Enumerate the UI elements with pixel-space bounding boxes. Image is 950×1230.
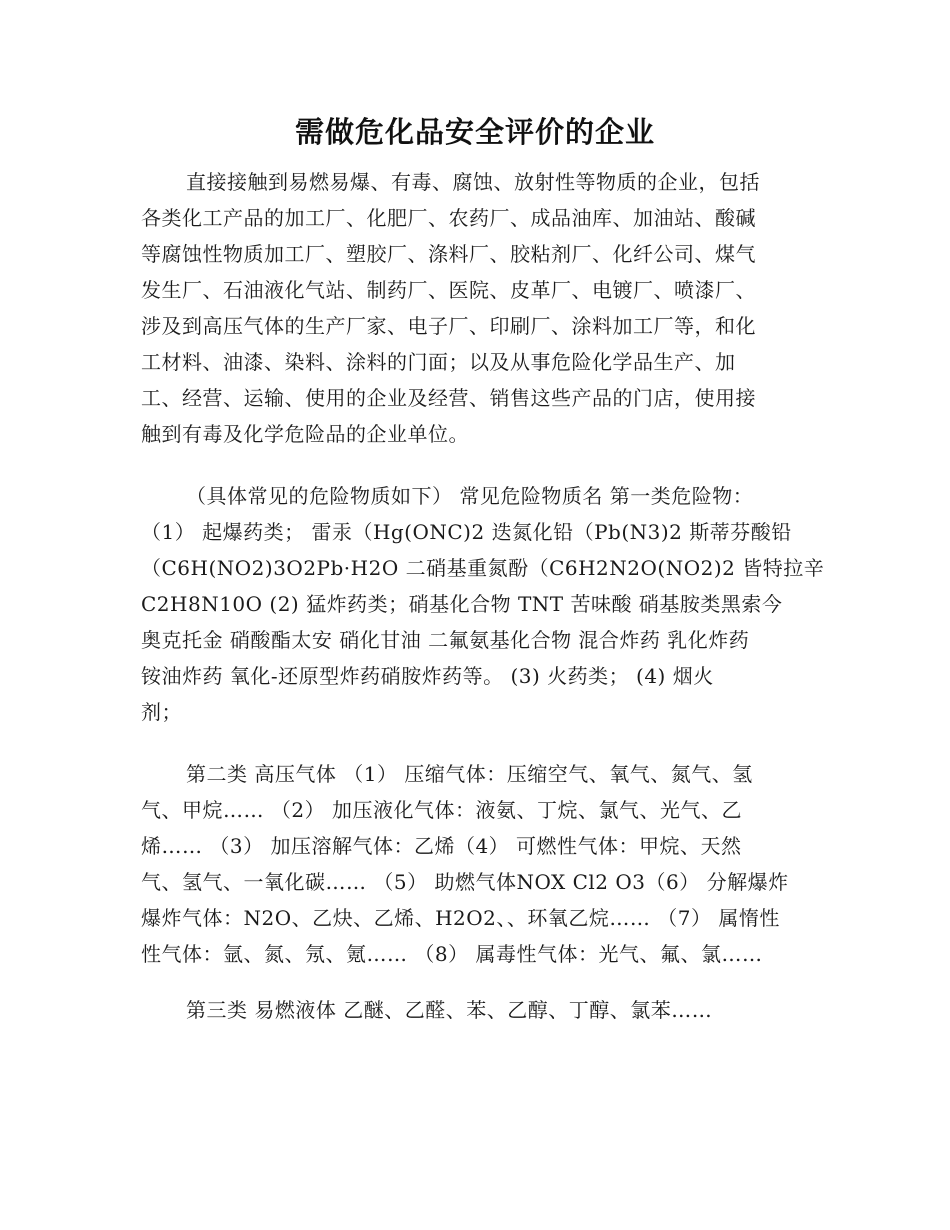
paragraph-1-line-2: 各类化工产品的加工厂、化肥厂、农药厂、成品油库、加油站、酸碱	[141, 206, 756, 230]
paragraph-2-line-5: 奥克托金 硝酸酯太安 硝化甘油 二氟氨基化合物 混合炸药 乳化炸药	[141, 628, 750, 652]
paragraph-2-line-6: 铵油炸药 氧化-还原型炸药硝胺炸药等。 (3) 火药类； (4) 烟火	[141, 664, 714, 688]
paragraph-2-line-2: （1） 起爆药类； 雷汞（Hg(ONC)2 迭氮化铅（Pb(N3)2 斯蒂芬酸铅	[141, 520, 792, 544]
paragraph-1-line-3: 等腐蚀性物质加工厂、塑胶厂、涤料厂、胶粘剂厂、化纤公司、煤气	[141, 242, 756, 266]
paragraph-1-line-1: 直接接触到易燃易爆、有毒、腐蚀、放射性等物质的企业，包括	[186, 170, 760, 194]
paragraph-3-line-5: 爆炸气体：N2O、乙炔、乙烯、H2O2、、环氧乙烷…… （7） 属惰性	[141, 906, 780, 930]
paragraph-3-line-4: 气、氢气、一氧化碳…… （5） 助燃气体NOX Cl2 O3（6） 分解爆炸	[141, 870, 789, 894]
paragraph-2-line-4: C2H8N10O (2) 猛炸药类；硝基化合物 TNT 苦味酸 硝基胺类黑索今	[141, 592, 783, 616]
paragraph-1-line-5: 涉及到高压气体的生产厂家、电子厂、印刷厂、涂料加工厂等，和化	[141, 314, 756, 338]
paragraph-4-line-1: 第三类 易燃液体 乙醚、乙醛、苯、乙醇、丁醇、氯苯……	[186, 998, 713, 1022]
paragraph-3-line-6: 性气体：氩、氮、氖、氪…… （8） 属毒性气体：光气、氟、氯……	[141, 942, 763, 966]
paragraph-3-line-1: 第二类 高压气体 （1） 压缩气体：压缩空气、氧气、氮气、氢	[186, 762, 753, 786]
paragraph-1-line-8: 触到有毒及化学危险品的企业单位。	[141, 422, 469, 446]
paragraph-3-line-3: 烯…… （3） 加压溶解气体：乙烯（4） 可燃性气体：甲烷、天然	[141, 834, 742, 858]
paragraph-1-line-6: 工材料、油漆、染料、涂料的门面；以及从事危险化学品生产、加	[141, 350, 736, 374]
paragraph-3-line-2: 气、甲烷…… （2） 加压液化气体：液氨、丁烷、氯气、光气、乙	[141, 798, 742, 822]
paragraph-1-line-4: 发生厂、石油液化气站、制药厂、医院、皮革厂、电镀厂、喷漆厂、	[141, 278, 756, 302]
paragraph-2-line-3: （C6H(NO2)3O2Pb·H2O 二硝基重氮酚（C6H2N2O(NO2)2 皆特拉辛	[141, 556, 825, 580]
paragraph-2-line-7: 剂；	[141, 700, 182, 724]
paragraph-1-line-7: 工、经营、运输、使用的企业及经营、销售这些产品的门店，使用接	[141, 386, 756, 410]
paragraph-2-line-1: （具体常见的危险物质如下） 常见危险物质名 第一类危险物：	[186, 484, 754, 508]
document-title: 需做危化品安全评价的企业	[294, 115, 655, 149]
